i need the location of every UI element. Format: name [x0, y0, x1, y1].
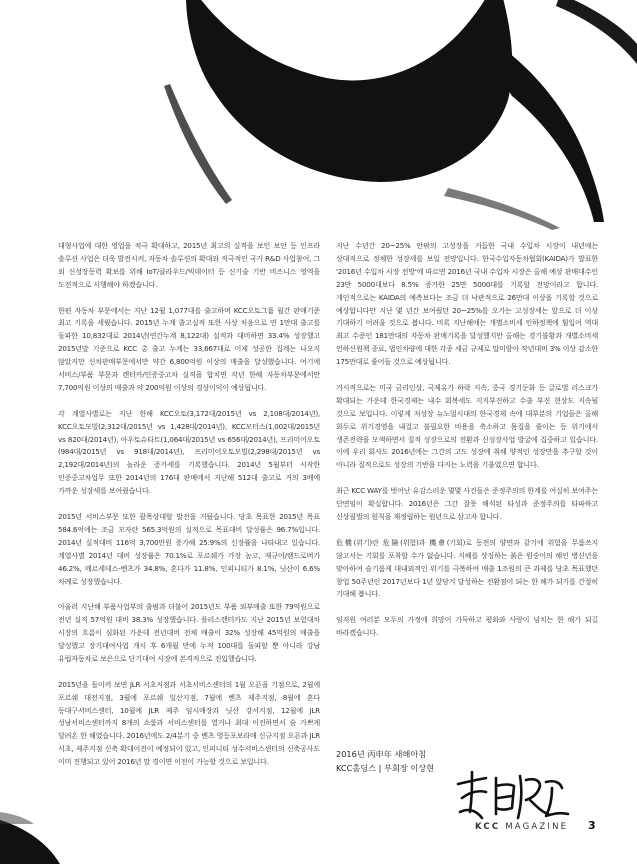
handwritten-signature	[452, 768, 572, 824]
right-paragraph-5: 임직원 여러분 모두의 가정에 희망이 가득하고 평화와 사랑이 넘치는 한 해가 되길 바라겠습니다.	[336, 615, 598, 638]
sign-off-block	[336, 747, 434, 775]
right-paragraph-2: 거시적으로는 미국 금리인상, 국제유가 하락 지속, 중국 경기둔화 등 글로벌 리스크가 확대되는 가운데 한국경제는 내수 회복세도 지지부진하고 수출 부진 현상도 지속될 것으로 보입니다. 이렇게 저성장 뉴노멀시대의 한국경제 속에 대부분의 기업들은 올해 화두로 위기경영을 내걸고 불필요한 비용을 축소하고 몸집을 줄이는 등 위기에서 생존전략을 모색하면서 질적 성장으로의 전환과 신성장사업 발굴에 집중하고 있습니다. 이에 우리 회사도 2016년에는 그간의 고도 성장에 취해 양적인 성장만을 추구할 것이 아니라 질적으로도 성장의 기반을 다지는 노력을 기울였으면 합니다.	[336, 382, 598, 470]
letter-right-column	[336, 240, 598, 653]
right-paragraph-3: 최근 KCC WAY를 벗어난 유감스러운 몇몇 사건들은 준정주의의 한계를 여실히 보여주는 단면임이 확실합니다. 2016년은 그간 잘못 해석된 타성과 준정주의를 타파하고 신상필벌의 원칙을 재정립하는 원년으로 삼고자 합니다.	[336, 486, 598, 521]
left-paragraph-1: 대형사업에 대한 영업을 적극 확대하고, 2015년 최고의 실적을 보인 보안 등 인프라 솔루션 사업은 더욱 발전시켜, 자동차 솔루션의 확대와 적극적인 국가 R&D 사업참여, 그 외 신성장동력 확보를 위해 IoT/클라우드/빅데이터 등 신기술 기반 비즈니스 영역을 도전적으로 시행해야 하겠습니다.	[58, 241, 320, 289]
signer-line: KCC홀딩스 | 부회장 이상현	[336, 763, 435, 773]
letter-left-column	[58, 240, 320, 782]
right-paragraph-1: 지난 수년간 20~25% 안팎의 고성장을 거듭한 국내 수입차 시장이 내년에는 상대적으로 정체한 성장세를 보일 전망입니다. 한국수입자동차협회(KAIDA)가 발표한 '2016년 수입차 시장 전망'에 따르면 2016년 국내 수입차 시장은 올해 예상 판매대수인 23만 5000대보다 8.5% 증가한 25만 5000대를 기록할 전망이라고 합니다. 개인적으로는 KAIDA의 예측보다는 조금 더 낙관적으로 26만대 이상을 기록할 것으로 예상합니다만 지난 몇 년간 보여줬던 20~25%를 오가는 고성장세는 앞으로 더 이상 기대하기 어려울 것으로 봅니다. 비록 지난해에는 개별소비세 인하정책에 힘입어 역대 최고 수준인 181만대의 자동차 판매기록을 달성했지만 올해는 경기불황과 개별소비세 인하신원책 종료, 법인차량에 대한 각종 세금 규제로 말미암아 작년대비 3% 이상 감소한 175만대로 줄어들 것으로 예상됩니다.	[336, 241, 598, 367]
footer-brand: KCC	[475, 822, 501, 832]
left-paragraph-6: 2015년을 돌이켜 보면 JLR 서초지점과 서초서비스센터의 1월 오픈을 기점으로, 2월에 포르쉐 대전지점, 3월에 포르쉐 일산지점, 7월에 벤츠 제주지점, 8월에 혼다 동대구서비스센터, 10월에 JLR 제주 임시매장과 닛산 강서지점, 12월에 JLR 성남서비스센터까지 8개의 쇼룸과 서비스센터를 열거나 최대 이전하면서 숨 가쁘게 달려온 한 해였습니다. 2016년에도 2/4분기 중 벤츠 영등포보라매 신규지점 오픈과 JLR 서초, 제주지점 신축 확대이전이 예정되어 있고, 인피니티 성수서비스센터의 신축공사도 이미 진행되고 있어 2016년 말 경이면 이전이 가능할 것으로 보입니다.	[58, 679, 320, 767]
footer-magazine-label: MAGAZINE	[505, 822, 569, 832]
magazine-footer	[475, 822, 568, 832]
left-paragraph-3: 각 계열사별로는 지난 한해 KCC오토(3,172대/2015년 vs 2,108대/2014년), KCC오토모빌(2,312대/2015년 vs 1,428대/2014년), KCC모터스(1,002대/2015년 vs 820대/2014년), 아우토슈타트(1,064대/2015년 vs 656대/2014년), 프리미어오토(984대/2015년 vs 918대/2014년), 프리미어오토모빌(2,298대/2015년 vs 2,192대/2014년)의 놀라운 증가세를 기록했습니다. 2014년 5월부터 시작한 인증중고차업무 또한 2014년의 176대 판매에서 지난해 512대 출고로 거의 3배에 가까운 성장세를 보여줬습니다.	[58, 408, 320, 496]
left-paragraph-5: 아울러 지난해 부품사업부의 출범과 더불어 2015년도 부품 외부매출 또한 79억원으로 전년 실적 57억원 대비 38.3% 성장했습니다. 플리스렌터카도 지난 2015년 보험대차 시장의 흐름이 심화된 가운데 전년대비 전체 매출이 32% 성장해 45억원의 매출을 달성했고 장기대여사업 개시 후 6개월 만에 누적 100대를 돌파할 뿐 아니라 강남 유럽자동차로 보은으로 단기대여 시장에 본격적으로 진입했습니다.	[58, 602, 320, 663]
ink-brush-stroke-top	[0, 0, 637, 230]
ink-brush-stroke-bottom	[0, 810, 90, 864]
left-paragraph-2: 한편 자동차 부문에서는 지난 12월 1,077대를 출고하며 KCC오토그룹 월간 판매기준 최고 기록을 세웠습니다. 2015년 누계 출고실적 또한 사상 처음으로 연 1만대 출고를 돌파한 10,832대로 2014년(연간누계 8,122대) 실적과 대비하면 33.4% 성장했고 2015년말 기준으로 KCC 총 출고 누계는 33,667대로 이제 성공한 집계는 나오지 않았지만 신차판매부문에서만 약간 6,800억원 이상의 매출을 달성했습니다. 여기에 서비스/부품 부문과 렌터카/인증중고차 실적을 합치면 작년 한해 자동차부문에서만 7,700억원 이상의 매출과 약 200억원 이상의 경상이익이 예상됩니다.	[58, 305, 320, 392]
date-line: 2016년 丙申年 새해아침	[336, 749, 427, 759]
left-paragraph-4: 2015년 서비스부문 또한 괄목상대할 발전을 거뒀습니다. 당초 목표한 2015년 목표 584.6억에는 조금 모자란 565.3억원의 실적으로 목표대비 달성률은 96.7%입니다. 2014년 실적대비 116억 3,700만원 증가해 25.9%의 신장률을 나타내고 있습니다. 계열사별 2014년 대비 성장률은 70.1%로 포르쉐가 가장 높고, 재규어/랜드로버가 46.2%, 메르세데스-벤츠가 34.8%, 혼다가 11.8%, 인피니티가 8.1%, 닛산이 6.6% 차례로 성장했습니다.	[58, 511, 320, 586]
page-number: 3	[588, 819, 596, 832]
right-paragraph-4: 危機(위기)란 危險(위험)과 機會(기회)로 동전의 양면과 같기에 위험을 무릅쓰지 않고서는 기회를 포착할 수가 없습니다. 지혜를 상징하는 붉은 원숭이의 해인 병신년을 맞아하여 슬기롭게 대내외적인 위기를 극복하여 매출 1조원의 큰 과제를 당초 목표했던 창업 50주년인 2017년보다 1년 앞당겨 달성하는 전환점이 되는 한 해가 되기를 간절히 기대해 봅니다.	[336, 537, 598, 599]
